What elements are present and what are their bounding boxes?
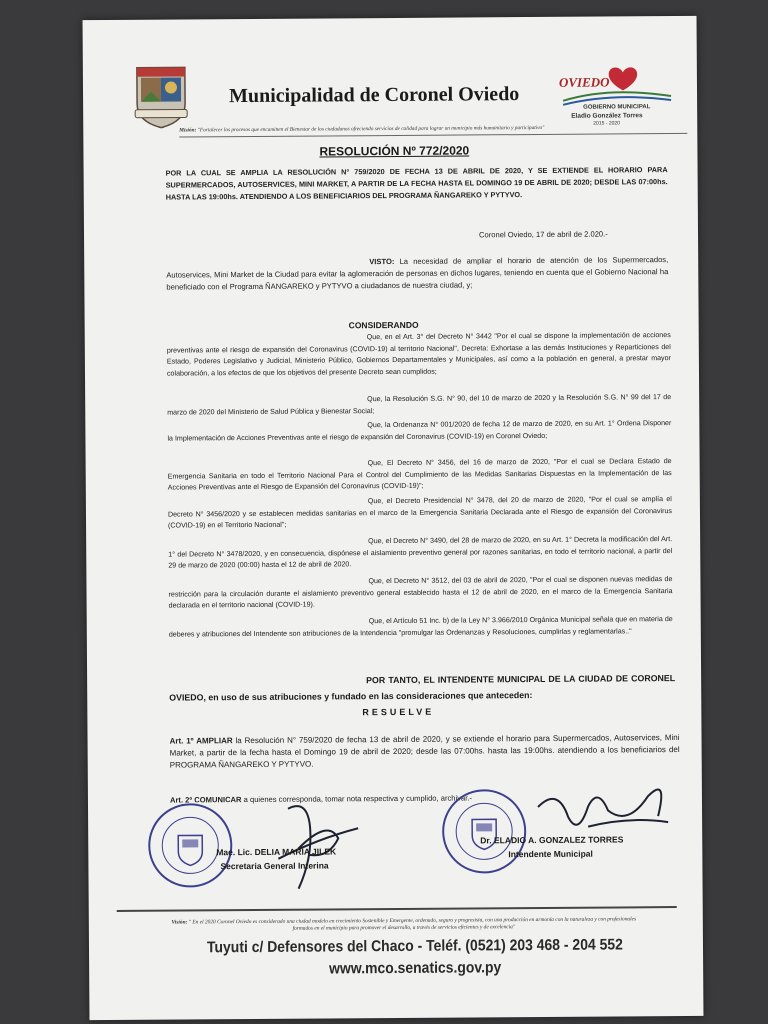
article-1-label: Art. 1º AMPLIAR <box>169 736 233 746</box>
mission-statement <box>179 125 599 134</box>
mission-text: "Fortalecer los procesos que encaminen el Bienestar de los ciudadanos ofreciendo servicios de calidad para lograr un municipio más humanitario y participativo" <box>197 124 545 134</box>
document-page <box>83 16 704 1020</box>
right-signer-role: Intendente Municipal <box>508 848 593 860</box>
visto-label: VISTO: <box>369 256 395 267</box>
vision-statement <box>169 916 639 933</box>
considerando-item: Que, el Decreto N° 3490, del 28 de marzo de 2020, en su Art. 1° Decreta la modificación del Art. 1° del Decreto N° 3478/2020, y en consecuencia, dispónese el aislamiento preventivo general por razones sanitarias, en todo el territorio nacional, a partir del 29 de marzo de 2020 (00:00) hasta el 12 de abril de 2020. <box>168 535 673 570</box>
resolution-summary: POR LA CUAL SE AMPLIA LA RESOLUCIÓN N° 759/2020 DE FECHA 13 DE ABRIL DE 2020, Y SE EXTIENDE EL HORARIO PARA SUPERMERCADOS, AUTOSERVICES, MINI MARKET, A PARTIR DE LA FECHA HASTA EL DOMINGO 19 DE ABRIL DE 2020; DESDE LAS 07:00hs. HASTA LAS 19:00hs. ATENDIENDO A LOS BENEFICIARIOS DEL PROGRAMA ÑANGAREKO Y PYTYVO. <box>165 165 668 202</box>
left-signature-icon <box>258 788 369 899</box>
article-2-label: Art. 2º COMUNICAR <box>169 795 242 805</box>
footer-address: Tuyuti c/ Defensores del Chaco - Teléf. (0521) 203 468 - 204 552 <box>206 936 623 957</box>
brand-subtitle: GOBIERNO MUNICIPAL <box>583 104 651 111</box>
mission-label: Misión: <box>179 127 197 134</box>
considerando-item: Que, en el Art. 3° del Decreto N° 3442 "Por el cual se dispone la implementación de acciones preventivas ante el riesgo de expansión del Coronavirus (COVID-19) al territorio Nacional", Decreta: Exhortase a las demás Instituciones y Reparticiones del Estado, Poderes Legislativo y Judicial, Ministerio Público, Gobiernos Departamentales y Municipales, así como a la población en general, a prestar mayor colaboración, a los efectos de que los objetivos del presente Decreto sean cumplidos; <box>166 331 671 378</box>
por-tanto-paragraph: POR TANTO, EL INTENDENTE MUNICIPAL DE LA CIUDAD DE CORONEL OVIEDO, en uso de sus atribuciones y fundado en las consideraciones que anteceden: <box>169 673 676 703</box>
considerando-item: Que, la Ordenanza N° 001/2020 de fecha 12 de marzo de 2020, en su Art. 1° Ordena Disponer la Implementación de Acciones Preventivas ante el riesgo de expansión del Coronavirus (COVID-19) en Coronel Oviedo; <box>167 419 672 443</box>
left-signer-name: Mae. Lic. DELIA MARIA JILEK <box>216 846 337 858</box>
considerando-item: Que, el Decreto Presidencial N° 3478, del 20 de marzo de 2020, "Por el cual se amplía el Decreto N° 3456/2020 y se establecen medidas sanitarias en el marco de la Emergencia Sanitaria Declarada ante el Riesgo de expansión del Coronavirus (COVID-19) en el Territorio Nacional"; <box>167 495 672 530</box>
considerando-item: Que, el Artículo 51 Inc. b) de la Ley N° 3.966/2010 Orgánica Municipal señala que en materia de deberes y atribuciones del Intendente son atribuciones de la Intendencia "promulgar las Ordenanzas y Resoluciones, cumplirlas y reglamentarlas.." <box>168 615 673 639</box>
secretaria-stamp-icon <box>146 801 235 890</box>
article-2-text: a quienes corresponda, tomar nota respectiva y cumplido, archivar.- <box>241 793 473 805</box>
article-1-text: la Resolución N° 759/2020 de fecha 13 de abril de 2020, y se extiende el horario para Supermercados, Autoservices, Mini Market, a partir de la fecha hasta el Domingo 19 de abril de 2020; desde las 07:00hs. hasta las 19:00hs. atendiendo a los beneficiarios del PROGRAMA ÑANGAREKO Y PYTYVO. <box>169 733 680 770</box>
header-divider <box>179 133 687 138</box>
footer-website: www.mco.senatics.gov.py <box>329 959 502 978</box>
considerando-item: Que, la Resolución S.G. N° 90, del 10 de marzo de 2020 y la Resolución S.G. N° 99 del 17 de marzo de 2020 del Ministerio de Salud Pública y Bienestar Social; <box>167 393 672 417</box>
brand-years: 2015 - 2020 <box>593 120 620 127</box>
brand-wordmark: OVIEDO <box>558 74 610 90</box>
place-date: Coronel Oviedo, 17 de abril de 2.020.- <box>478 229 608 240</box>
intendencia-stamp-icon <box>440 787 529 876</box>
right-signer-name: Dr. ELADIO A. GONZALEZ TORRES <box>480 834 624 846</box>
footer-divider <box>117 906 677 912</box>
brand-mayor-name: Eladio González Torres <box>571 112 643 120</box>
vision-text: " En el 2020 Coronel Oviedo es considerado una ciudad modelo en crecimiento Sostenible y Emergente, ordenado, seguro y progresista, con una producción en armonía con la naturaleza y con profesionales formados en el municipio para promover el desarrollo, a través de servicios eficientes y de excelencia" <box>187 916 637 932</box>
considerando-item: Que, El Decreto N° 3456, del 16 de marzo de 2020, "Por el cual se Declara Estado de Emergencia Sanitaria en todo el Territorio Nacional Para el Control del Cumplimiento de las Medidas Sanitarias Dispuestas en la Implementación de las Acciones Preventivas ante el Riesgo de Expansión del Coronavirus (COVID-19)"; <box>167 457 672 492</box>
resolution-title: RESOLUCIÓN Nº 772/2020 <box>319 143 470 159</box>
left-signer-role: Secretaria General Interina <box>220 860 329 872</box>
visto-paragraph <box>166 254 668 294</box>
vision-label: Visión: <box>171 919 188 926</box>
considerando-heading: CONSIDERANDO <box>348 319 419 331</box>
resuelve-heading: RESUELVE <box>362 706 435 718</box>
municipality-title: Municipalidad de Coronel Oviedo <box>228 83 520 108</box>
municipal-shield-icon <box>131 63 191 129</box>
visto-text: La necesidad de ampliar el horario de atención de los Supermercados, Autoservices, Mini Market de la Ciudad para evitar la aglomeración de personas en dichos lugares, teniendo en cuenta que el Gobierno Nacional ha beneficiado con el Programa ÑANGAREKO y PYTYVO a ciudadanos de nuestra ciudad, y; <box>166 255 669 292</box>
considerando-item: Que, el Decreto N° 3512, del 03 de abril de 2020, "Por el cual se disponen nuevas medidas de restricción para la circulación durante el aislamiento preventivo general establecido hasta el 12 de abril de 2020, en el marco de la Emergencia Sanitaria declarada en el territorio nacional (COVID-19). <box>168 575 673 610</box>
